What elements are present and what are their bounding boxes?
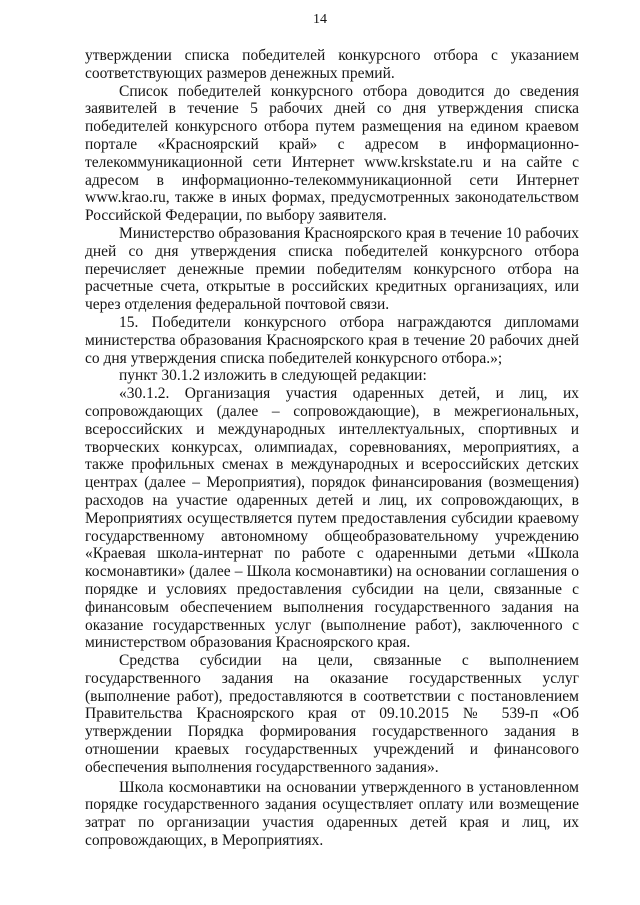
page-number: 14 — [313, 12, 327, 27]
paragraph-amendment-intro: пункт 30.1.2 изложить в следующей редакции: — [119, 367, 427, 385]
paragraph-item-15-diplomas: 15. Победители конкурсного отбора награждаются дипломами министерства образования Красноярского края в течение 20 рабочих дней со дня утверждения списка победителей конкурсного отбора.»; — [85, 313, 579, 367]
paragraph-winners-list-publication: Список победителей конкурсного отбора доводится до сведения заявителей в течение 5 рабочих дней со дня утверждения списка победителей конкурсного отбора путем размещения на едином краевом портале «Красноярский край» с адресом в информационно-телекоммуникационной сети Интернет www.krskstate.ru и на сайте с адресом в информационно-телекоммуникационной сети Интернет www.krao.ru, также в иных формах, предусмотренных законодательством Российской Федерации, по выбору заявителя. — [85, 82, 579, 225]
paragraph-item-30-1-2: «30.1.2. Организация участия одаренных детей, и лиц, их сопровождающих (далее – сопровождающие), в межрегиональных, всероссийских и международных интеллектуальных, спортивных и творческих конкурсах, олимпиадах, соревнованиях, мероприятиях, а также профильных сменах в международных и всероссийских детских центрах (далее – Мероприятия), порядок финансирования (возмещения) расходов на участие одаренных детей и лиц, их сопровождающих, в Мероприятиях осуществляется путем предоставления субсидии краевому государственному автономному общеобразовательному учреждению «Краевая школа-интернат по работе с одаренными детьми «Школа космонавтики» (далее – Школа космонавтики) на основании соглашения о порядке и условиях предоставления субсидии на цели, связанные с финансовым обеспечением выполнения государственного задания на оказание государственных услуг (выполнение работ), заключенного с министерством образования Красноярского края. — [85, 385, 579, 652]
paragraph-school-payment: Школа космонавтики на основании утвержденного в установленном порядке государственного задания осуществляет оплату или возмещение затрат по организации участия одаренных детей края и лиц, их сопровождающих, в Мероприятиях. — [85, 778, 579, 850]
document-body — [85, 47, 579, 850]
paragraph-subsidy-funds: Средства субсидии на цели, связанные с выполнением государственного задания на оказание государственных услуг (выполнение работ), предоставляются в соответствии с постановлением Правительства Красноярского края от 09.10.2015 № 539-п «Об утверждении Порядка формирования государственного задания в отношении краевых государственных учреждений и финансового обеспечения выполнения государственного задания». — [85, 652, 579, 776]
paragraph-prize-transfer: Министерство образования Красноярского края в течение 10 рабочих дней со дня утверждения списка победителей конкурсного отбора перечисляет денежные премии победителям конкурсного отбора на расчетные счета, открытые в российских кредитных организациях, или через отделения федеральной почтовой связи. — [85, 224, 579, 314]
paragraph-winners-list-continuation: утверждении списка победителей конкурсного отбора с указанием соответствующих размеров денежных премий. — [85, 47, 579, 82]
